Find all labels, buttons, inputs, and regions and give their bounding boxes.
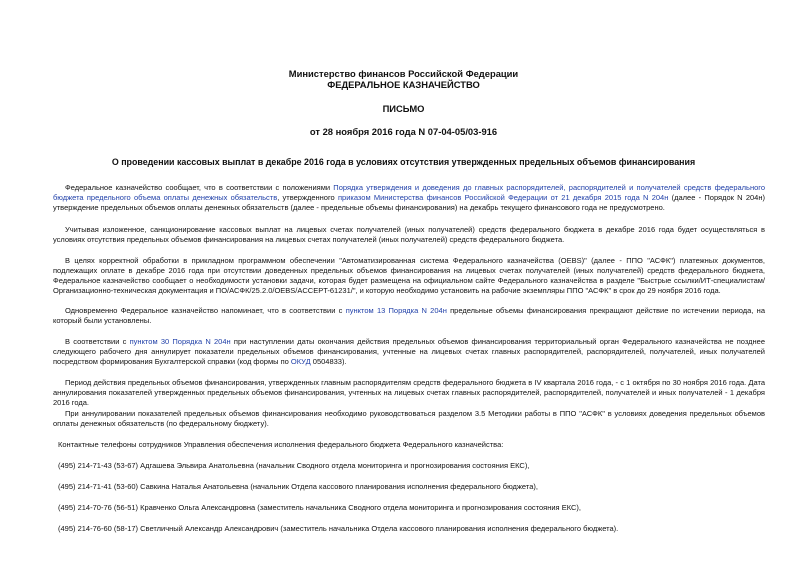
paragraph-2: Учитывая изложенное, санкционирование кассовых выплат на лицевых счетах получателей (иных получателей) средств федерального бюджета в декабре 2016 года будет осуществляться в условиях отсутствия предельных объемов финансирования на лицевых счетах получателей (иных получателей) средств федерального бюджета.: [53, 225, 765, 244]
ministry-name: Министерство финансов Российской Федерации: [288, 68, 519, 79]
document-subject: О проведении кассовых выплат в декабре 2016 года в условиях отсутствия утвержденных предельных объемов финансирования: [111, 157, 696, 167]
contacts-intro: Контактные телефоны сотрудников Управления обеспечения исполнения федерального бюджета Федерального казначейства:: [58, 440, 504, 449]
paragraph-5: [53, 337, 765, 367]
link-point-13[interactable]: пунктом 13 Порядка N 204н: [345, 306, 447, 315]
link-minfin-order-204n[interactable]: приказом Министерства финансов Российской Федерации от 21 декабря 2015 года N 204н: [337, 193, 669, 202]
p1-text-2: , утвержденного: [277, 193, 338, 202]
p5-text-3: 0504833).: [310, 357, 347, 366]
paragraph-1: [53, 183, 765, 213]
paragraph-7: При аннулировании показателей предельных объемов финансирования необходимо руководствоваться разделом 3.5 Методики работы в ППО "АСФК" в условиях доведения предельных объемов оплаты денежных обязательств (по федеральному бюджету).: [53, 409, 765, 428]
agency-name: ФЕДЕРАЛЬНОЕ КАЗНАЧЕЙСТВО: [327, 79, 480, 90]
contact-item: (495) 214-71-41 (53-60) Савкина Наталья Анатольевна (начальник Отдела кассового планирования исполнения федерального бюджета),: [58, 482, 538, 491]
contact-item: (495) 214-71-43 (53-67) Адгашева Эльвира Анатольевна (начальник Сводного отдела мониторинга и прогнозирования состояния ЕКС),: [58, 461, 530, 470]
paragraph-6: Период действия предельных объемов финансирования, утвержденных главным распорядителям средств федерального бюджета в IV квартала 2016 года, - с 1 октября по 30 ноября 2016 года. Дата аннулирования показателей утвержденных предельных объемов финансирования, учтенных на лицевых счетах главных распорядителей, распорядителей, получателей и иных получателей - 1 декабря 2016 года.: [53, 378, 765, 407]
p5-text-1: В соответствии с: [65, 337, 130, 346]
p4-text-2: предельные объемы финансирования прекращают действие по истечении периода, на который были установлены.: [53, 306, 765, 325]
p1-text-3: (далее - Порядок N 204н) утверждение предельных объемов оплаты денежных обязательств (далее - предельные объемы финансирования) на декабрь текущего финансового года не предусмотрено.: [53, 193, 765, 212]
document-date-number: от 28 ноября 2016 года N 07-04-05/03-916: [309, 126, 498, 137]
p5-text-2: при наступлении даты окончания действия предельных объемов финансирования территориальный орган Федерального казначейства не позднее следующего рабочего дня аннулирует показатели предельных объемов финансирования, учтенные на лицевых счетах главных распорядителей, распорядителей, получателей, иных получателей посредством формирования Бухгалтерской справки (код формы по: [53, 337, 766, 366]
paragraph-4: [53, 306, 765, 326]
contact-item: (495) 214-76-60 (58-17) Светличный Александр Александрович (заместитель начальника Отдела кассового планирования исполнения федерального бюджета).: [58, 524, 619, 533]
link-point-30[interactable]: пунктом 30 Порядка N 204н: [129, 337, 231, 346]
document-type: ПИСЬМО: [382, 103, 425, 114]
p1-text-1: Федеральное казначейство сообщает, что в соответствии с положениями: [65, 183, 334, 192]
paragraph-3: В целях корректной обработки в прикладном программном обеспечении "Автоматизированная система Федерального казначейства (ОЕВS)" (далее - ППО "АСФК") платежных документов, подлежащих оплате в декабре 2016 года при отсутствии доведенных предельных объемов финансирования на лицевых счетах получателей (иных получателей) средств федерального бюджета, Федеральное казначейство сообщает о необходимости установки задачи, которая будет размещена на официальном сайте Федерального казначейства в разделе "Быстрые ссылки/ИТ-специалистам/Организационно-техническая документация и ПО/АСФК/25.2.0/OEBS/ACCEPT-61231/", и которую необходимо установить на рабочие экземпляры ППО "АСФК" в срок до 29 ноября 2016 года.: [53, 256, 765, 295]
link-order-procedure[interactable]: Порядка утверждения и доведения до главных распорядителей, распорядителей и получателей средств федерального бюджета предельного объема оплаты денежных обязательств: [53, 183, 765, 202]
link-okud[interactable]: ОКУД: [290, 357, 311, 366]
contact-item: (495) 214-70-76 (56-51) Кравченко Ольга Александровна (заместитель начальника Сводного отдела мониторинга и прогнозирования состояния ЕКС),: [58, 503, 581, 512]
p4-text-1: Одновременно Федеральное казначейство напоминает, что в соответствии с: [65, 306, 346, 315]
